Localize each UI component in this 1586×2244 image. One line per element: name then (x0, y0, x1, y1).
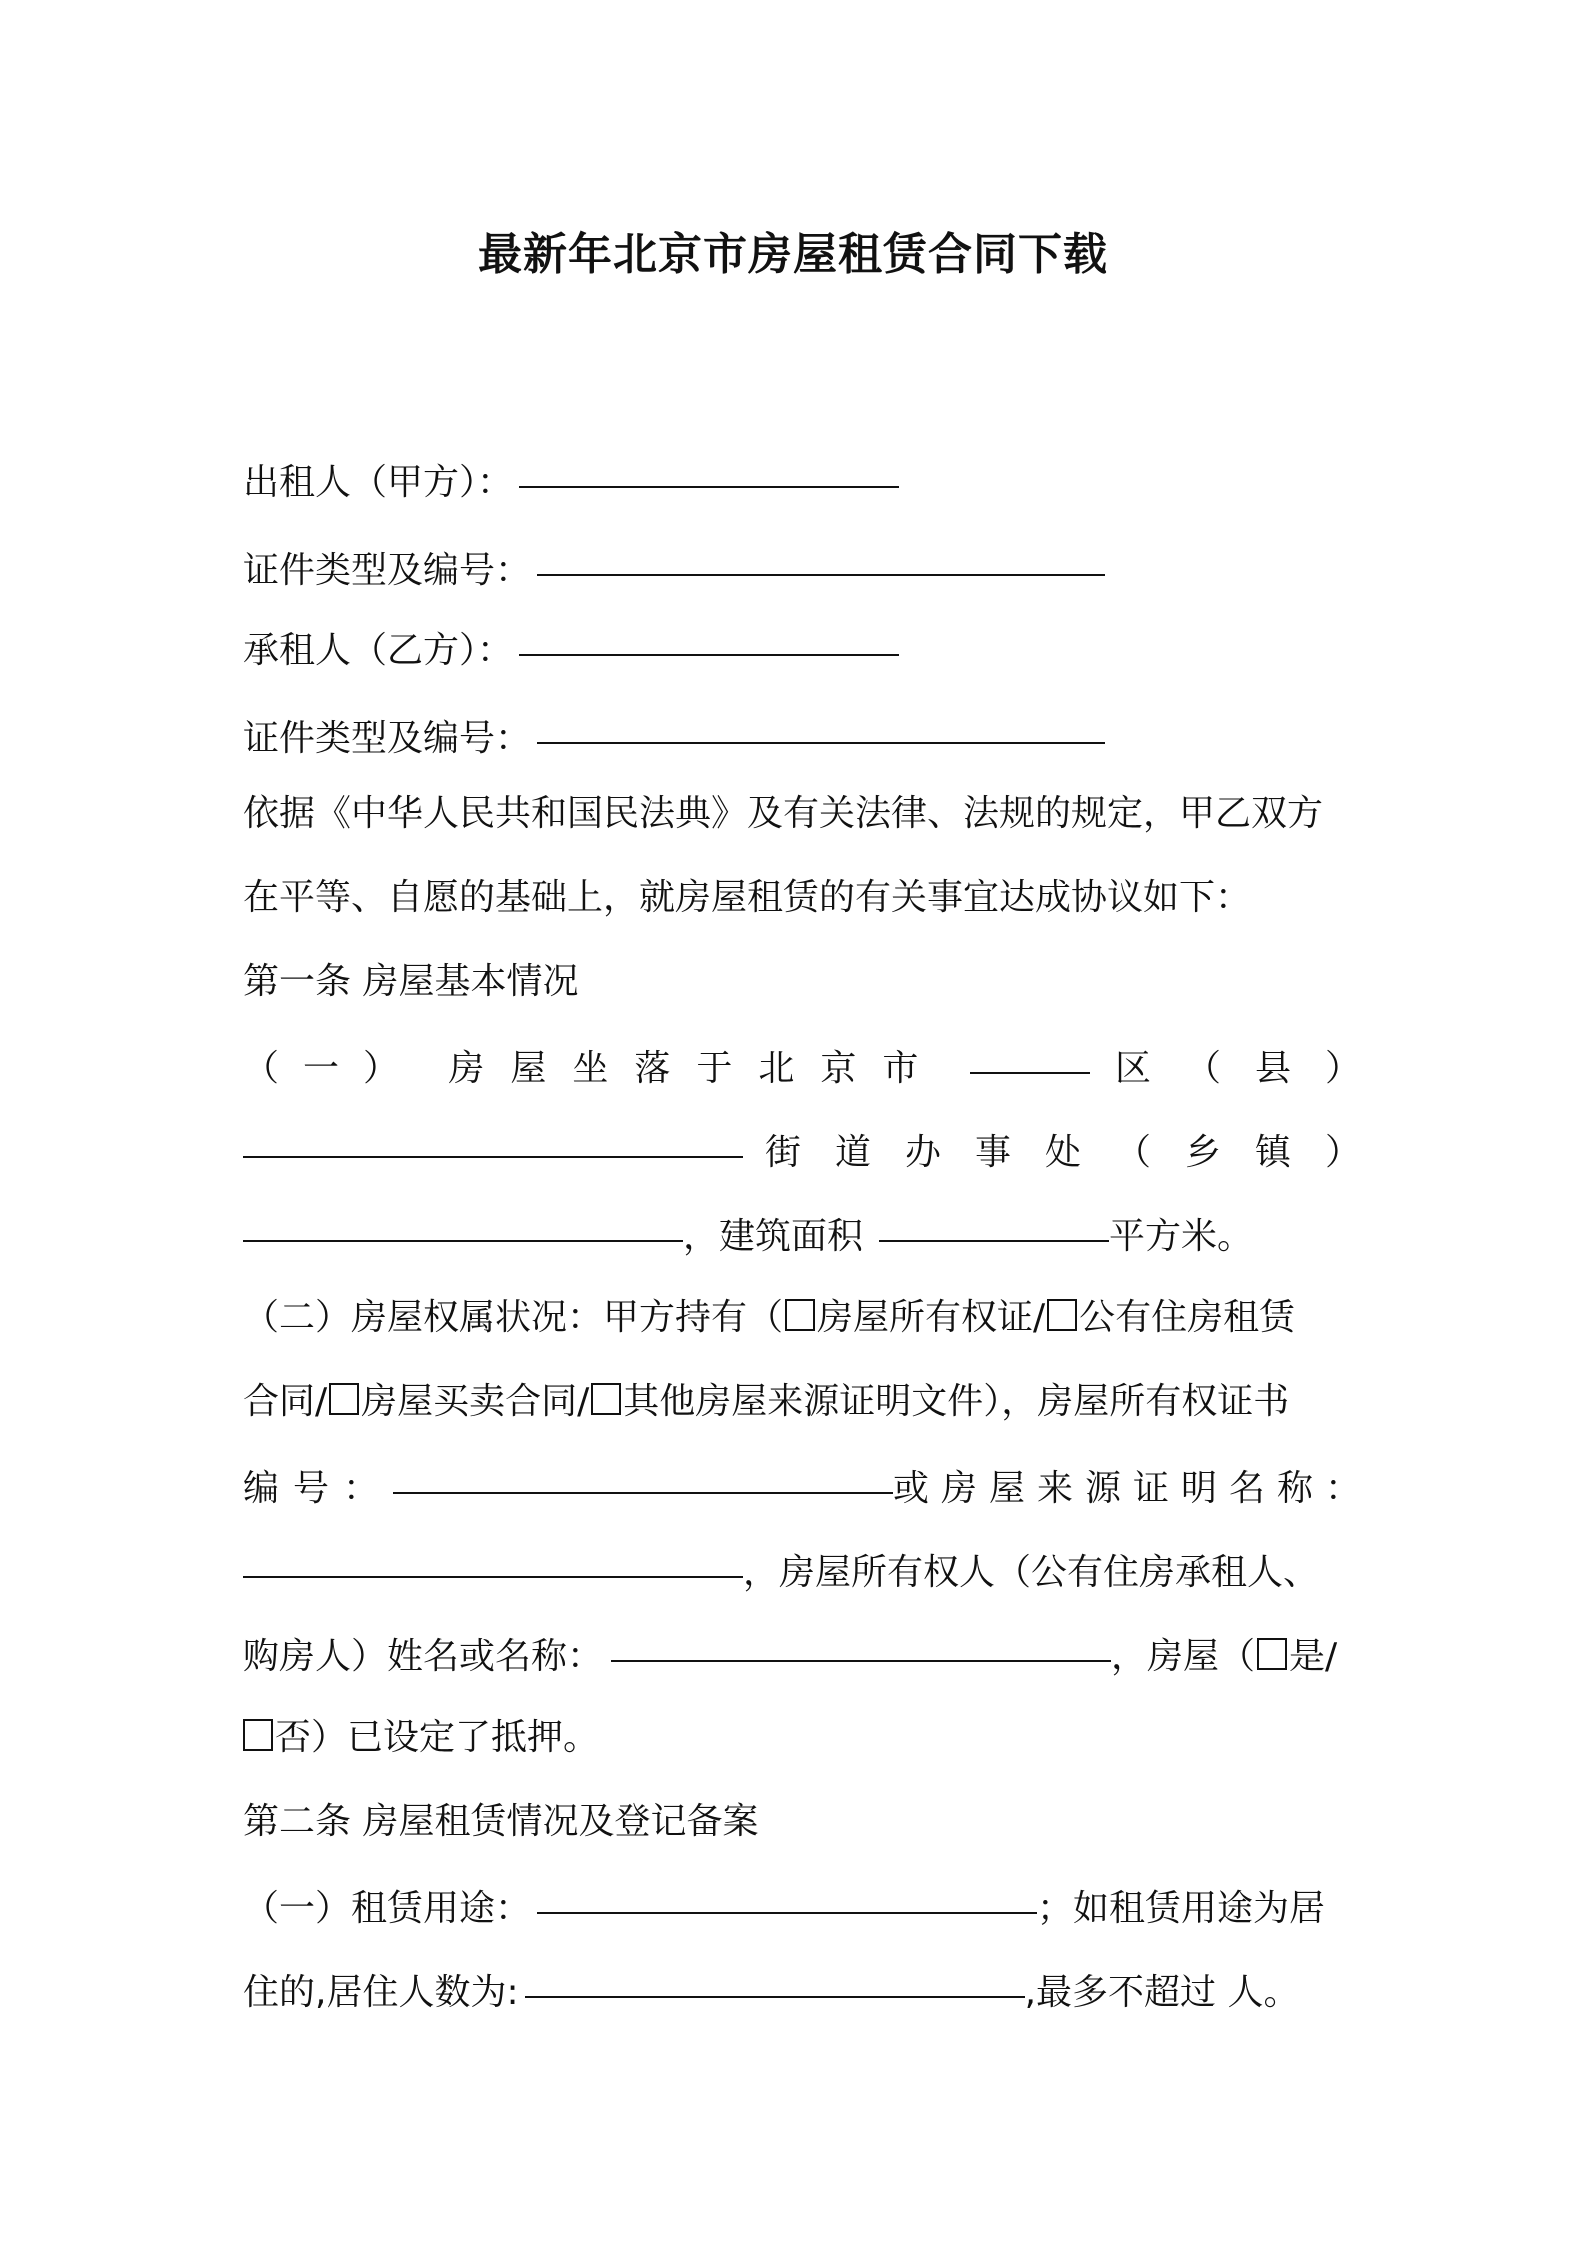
a1-s2-line1-b: 房屋所有权证/ (817, 1297, 1046, 1338)
a1-s1-line2 (243, 1126, 1395, 1177)
a1-s1-street: 街道办事处（乡镇） (764, 1132, 1395, 1173)
checkbox-sale-contract[interactable] (329, 1383, 359, 1415)
owner-name-blank[interactable] (611, 1624, 1111, 1662)
checkbox-mortgage-no[interactable] (243, 1719, 273, 1751)
a1-s2-line3-b: 或房屋来源证明名称： (892, 1468, 1373, 1509)
district-blank[interactable] (970, 1036, 1090, 1074)
a2-s1-line2 (243, 1966, 1361, 2017)
a1-s2-line2-c: 其他房屋来源证明文件），房屋所有权证书 (623, 1381, 1290, 1422)
lessor-id-label: 证件类型及编号： (243, 550, 532, 591)
a1-s1-line3 (243, 1210, 1361, 1261)
lessee-blank[interactable] (519, 618, 899, 656)
a1-s2-line5-b: ，房屋（ (1111, 1636, 1256, 1677)
lessor-id-line (243, 544, 1361, 595)
usage-blank[interactable] (537, 1876, 1037, 1914)
occupants-blank[interactable] (525, 1960, 1025, 1998)
a1-s2-line6 (243, 1714, 1361, 1762)
a1-s1-open: （一） (243, 1048, 424, 1089)
a1-s1-area-label: ，建筑面积 (683, 1216, 864, 1257)
lessee-id-label: 证件类型及编号： (243, 718, 532, 759)
area-blank[interactable] (879, 1204, 1109, 1242)
cert-number-blank[interactable] (393, 1456, 893, 1494)
lessee-line (243, 624, 1361, 675)
a1-s2-line1 (243, 1294, 1361, 1342)
a1-s2-line6: 否）已设定了抵押。 (275, 1717, 600, 1758)
a2-s1-line2-a: 住的,居住人数为: (243, 1972, 519, 2013)
a1-s2-line2-b: 房屋买卖合同/ (361, 1381, 590, 1422)
a1-s2-line3 (243, 1462, 1373, 1513)
a2-s1-line1-b: ；如租赁用途为居 (1037, 1888, 1326, 1929)
lessor-blank[interactable] (519, 450, 899, 488)
lessor-label: 出租人（甲方）： (243, 462, 514, 503)
a1-s2-line5 (243, 1630, 1361, 1681)
checkbox-public-housing-lease[interactable] (1047, 1299, 1077, 1331)
a2-s1-line1-a: （一）租赁用途： (243, 1888, 532, 1929)
checkbox-ownership-cert[interactable] (785, 1299, 815, 1331)
a1-s2-line2-a: 合同/ (243, 1381, 328, 1422)
a2-s1-line2-b: ,最多不超过 人。 (1024, 1972, 1300, 2013)
intro-line-2: 在平等、自愿的基础上，就房屋租赁的有关事宜达成协议如下： (243, 877, 1252, 918)
proof-name-blank[interactable] (243, 1540, 743, 1578)
a2-s1-line1 (243, 1882, 1361, 1933)
lessor-line (243, 456, 1361, 507)
article-2-heading: 第二条 房屋租赁情况及登记备案 (243, 1801, 759, 1842)
a1-s2-line4: ，房屋所有权人（公有住房承租人、 (743, 1552, 1320, 1593)
a1-s1-area-unit: 平方米。 (1109, 1216, 1254, 1257)
a1-s2-line5-a: 购房人）姓名或名称： (243, 1636, 604, 1677)
street-blank[interactable] (243, 1120, 743, 1158)
intro-line-1: 依据《中华人民共和国民法典》及有关法律、法规的规定，甲乙双方 (243, 793, 1324, 834)
lessor-id-blank[interactable] (537, 538, 1105, 576)
a1-s2-line5-c: 是/ (1289, 1636, 1338, 1677)
checkbox-other-proof[interactable] (591, 1383, 621, 1415)
a1-s2-line4 (243, 1546, 1361, 1597)
lessee-id-line (243, 712, 1361, 763)
lessee-label: 承租人（乙方）： (243, 630, 514, 671)
address-blank[interactable] (243, 1204, 683, 1242)
a1-s1-district: 区（县） (1114, 1048, 1395, 1089)
a1-s1-text: 房屋坐落于北京市 (448, 1048, 945, 1089)
article-1-heading: 第一条 房屋基本情况 (243, 961, 579, 1002)
a1-s2-line1-a: （二）房屋权属状况：甲方持有（ (243, 1297, 784, 1338)
a1-s2-line2 (243, 1378, 1361, 1426)
document-title: 最新年北京市房屋租赁合同下载 (478, 229, 1108, 280)
a1-s1-line1 (243, 1042, 1395, 1093)
a1-s2-line1-c: 公有住房租赁 (1079, 1297, 1296, 1338)
lessee-id-blank[interactable] (537, 706, 1105, 744)
checkbox-mortgage-yes[interactable] (1257, 1638, 1287, 1670)
a1-s2-line3-a: 编号： (243, 1468, 394, 1509)
